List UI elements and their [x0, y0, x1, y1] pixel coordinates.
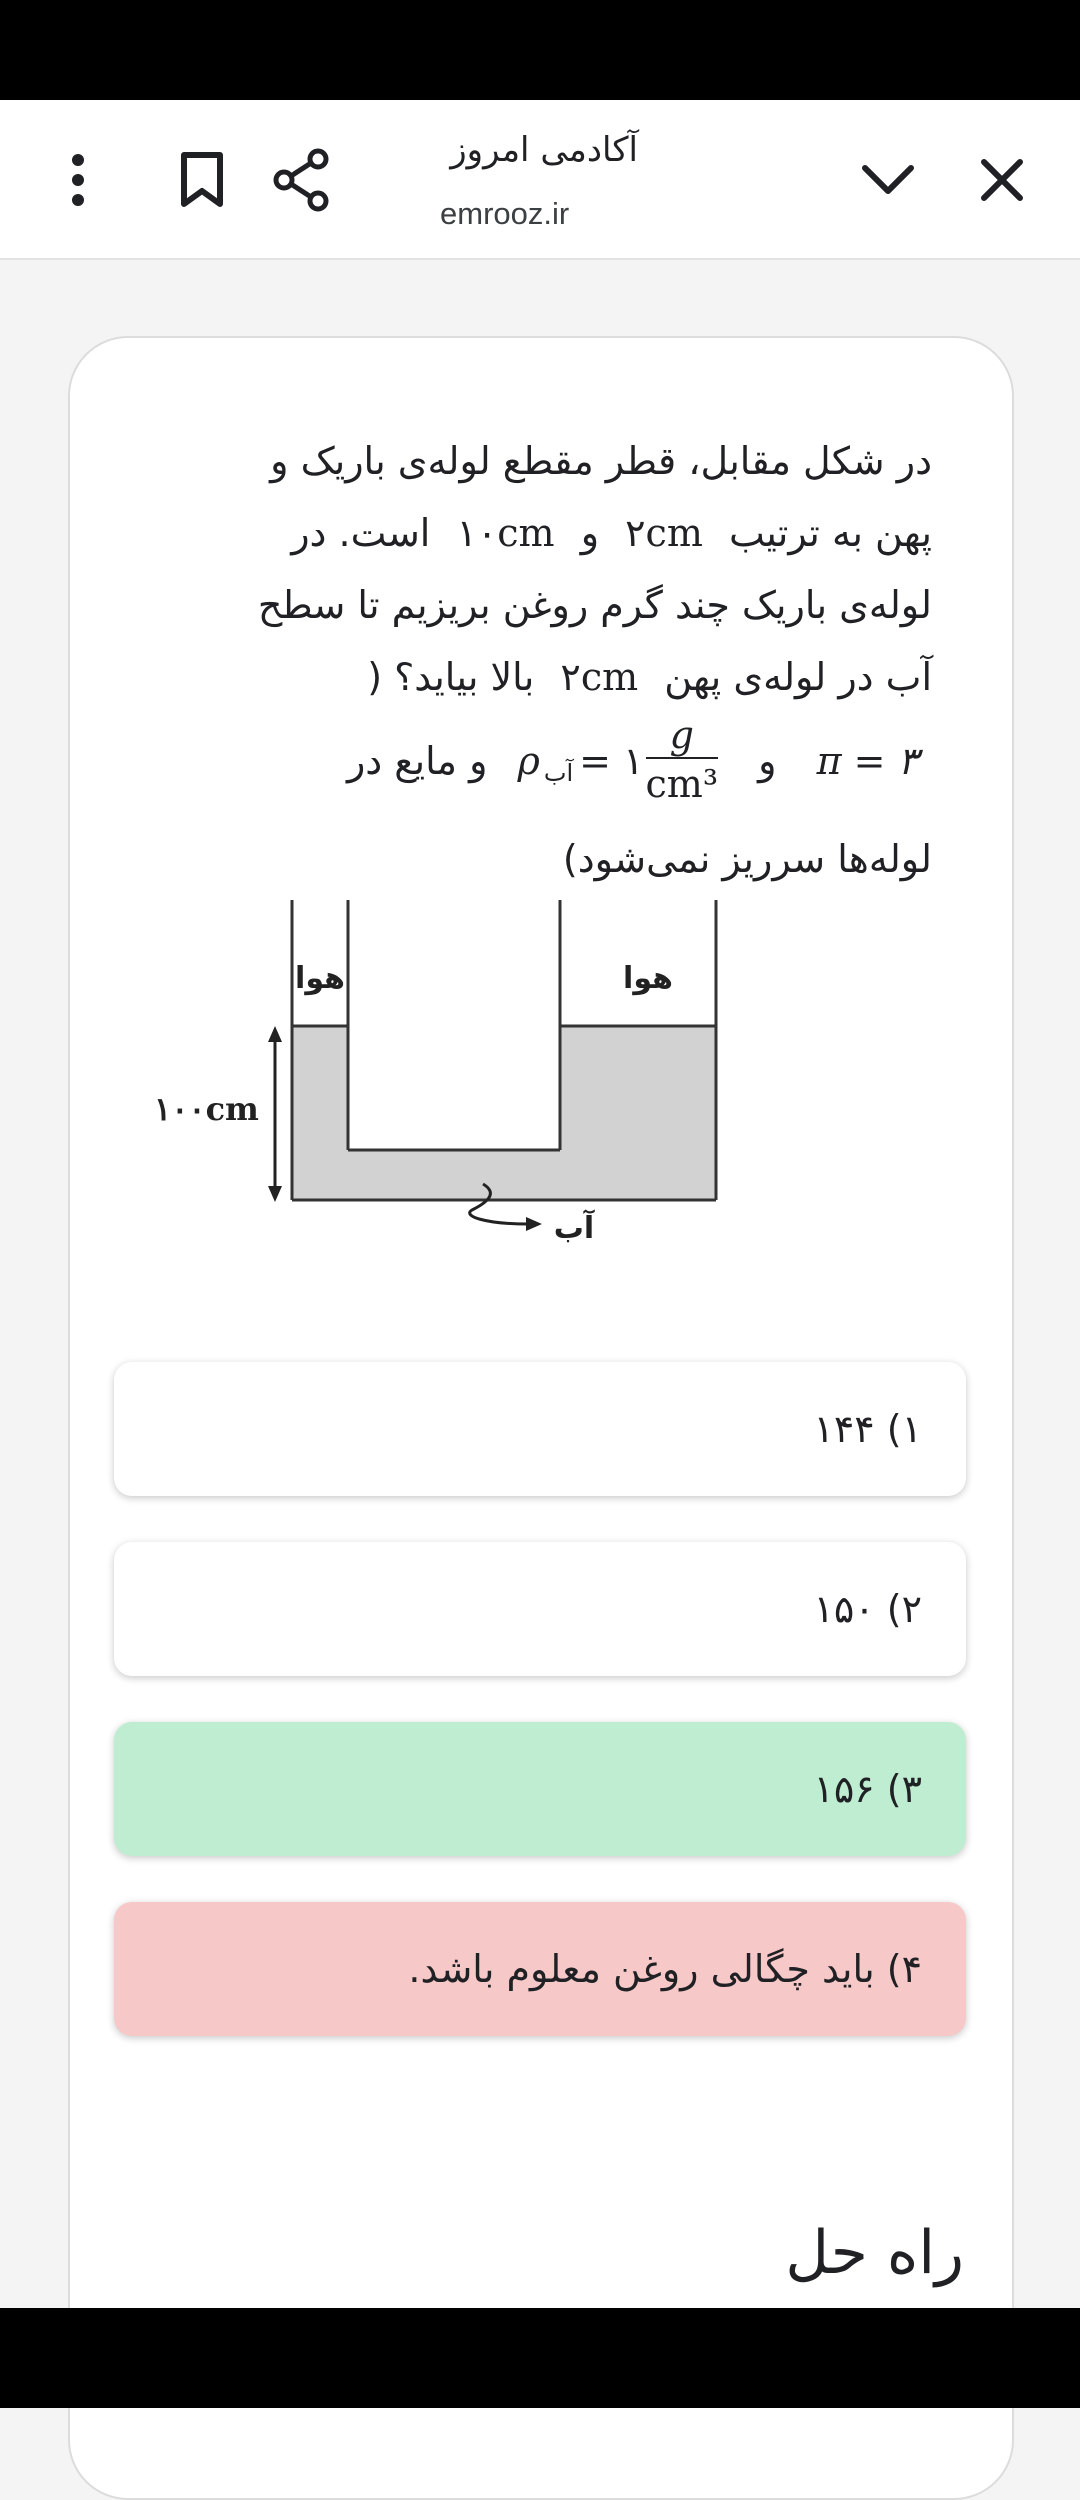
chevron-down-icon[interactable] — [848, 140, 928, 220]
rho-symbol: ρ — [517, 739, 540, 783]
status-bar — [0, 0, 1080, 100]
question-line-2e: است. در — [291, 511, 431, 555]
option-3-correct[interactable] — [114, 1722, 966, 1856]
fraction-denominator: cm³ — [645, 762, 719, 806]
height-label: ۱۰۰cm — [154, 1090, 259, 1128]
narrow-diameter: ۲cm — [625, 511, 703, 555]
site-name: آکادمی امروز — [450, 130, 638, 170]
density-formula — [518, 713, 719, 809]
option-1[interactable] — [114, 1362, 966, 1496]
u-tube-svg — [150, 898, 730, 1268]
u-tube-diagram — [150, 898, 730, 1268]
question-line-5-tail: و مایع در — [346, 739, 488, 783]
fraction-numerator: g — [646, 713, 719, 759]
pi-formula-text: π = ۳ — [816, 739, 918, 783]
share-icon[interactable] — [262, 140, 342, 220]
question-line-6: لوله‌ها سرریز نمی‌شود) — [562, 837, 932, 881]
air-label-right: هوا — [623, 961, 673, 996]
browser-toolbar — [0, 100, 1080, 260]
rise-height: ۲cm — [560, 655, 639, 699]
question-line-3: لوله‌ی باریک چند گرم روغن بریزیم تا سطح — [257, 583, 932, 627]
pi-formula — [817, 725, 918, 797]
and-word: و — [758, 739, 777, 783]
close-icon[interactable] — [962, 140, 1042, 220]
site-url: emrooz.ir — [440, 196, 570, 231]
navigation-bar — [0, 2308, 1080, 2408]
option-2-label: ۲) ۱۵۰ — [813, 1587, 922, 1631]
option-4-wrong[interactable] — [114, 1902, 966, 2036]
question-line-4a: آب در لوله‌ی پهن — [664, 655, 932, 699]
rho-equals: = ۱ — [579, 739, 644, 783]
water-fill — [292, 1026, 716, 1200]
air-label-left: هوا — [295, 961, 345, 996]
question-line-1: در شکل مقابل، قطر مقطع لوله‌ی باریک و — [270, 439, 932, 483]
option-4-label: ۴) باید چگالی روغن معلوم باشد. — [408, 1947, 922, 1991]
option-3-label: ۳) ۱۵۶ — [813, 1767, 922, 1811]
rho-subscript: آب — [543, 759, 574, 787]
question-line-4c: بالا بیاید؟ ( — [367, 655, 535, 699]
water-label: آب — [553, 1211, 595, 1246]
question-line-2c: و — [580, 511, 600, 555]
bookmark-icon[interactable] — [162, 140, 242, 220]
density-fraction — [646, 713, 719, 809]
option-2[interactable] — [114, 1542, 966, 1676]
more-vert-icon[interactable] — [38, 140, 118, 220]
option-1-label: ۱) ۱۴۴ — [813, 1407, 922, 1451]
wide-diameter: ۱۰cm — [456, 511, 555, 555]
question-line-2a: پهن به ترتیب — [728, 511, 932, 555]
solution-heading: راه حل — [785, 2218, 964, 2288]
question-text — [172, 425, 932, 895]
